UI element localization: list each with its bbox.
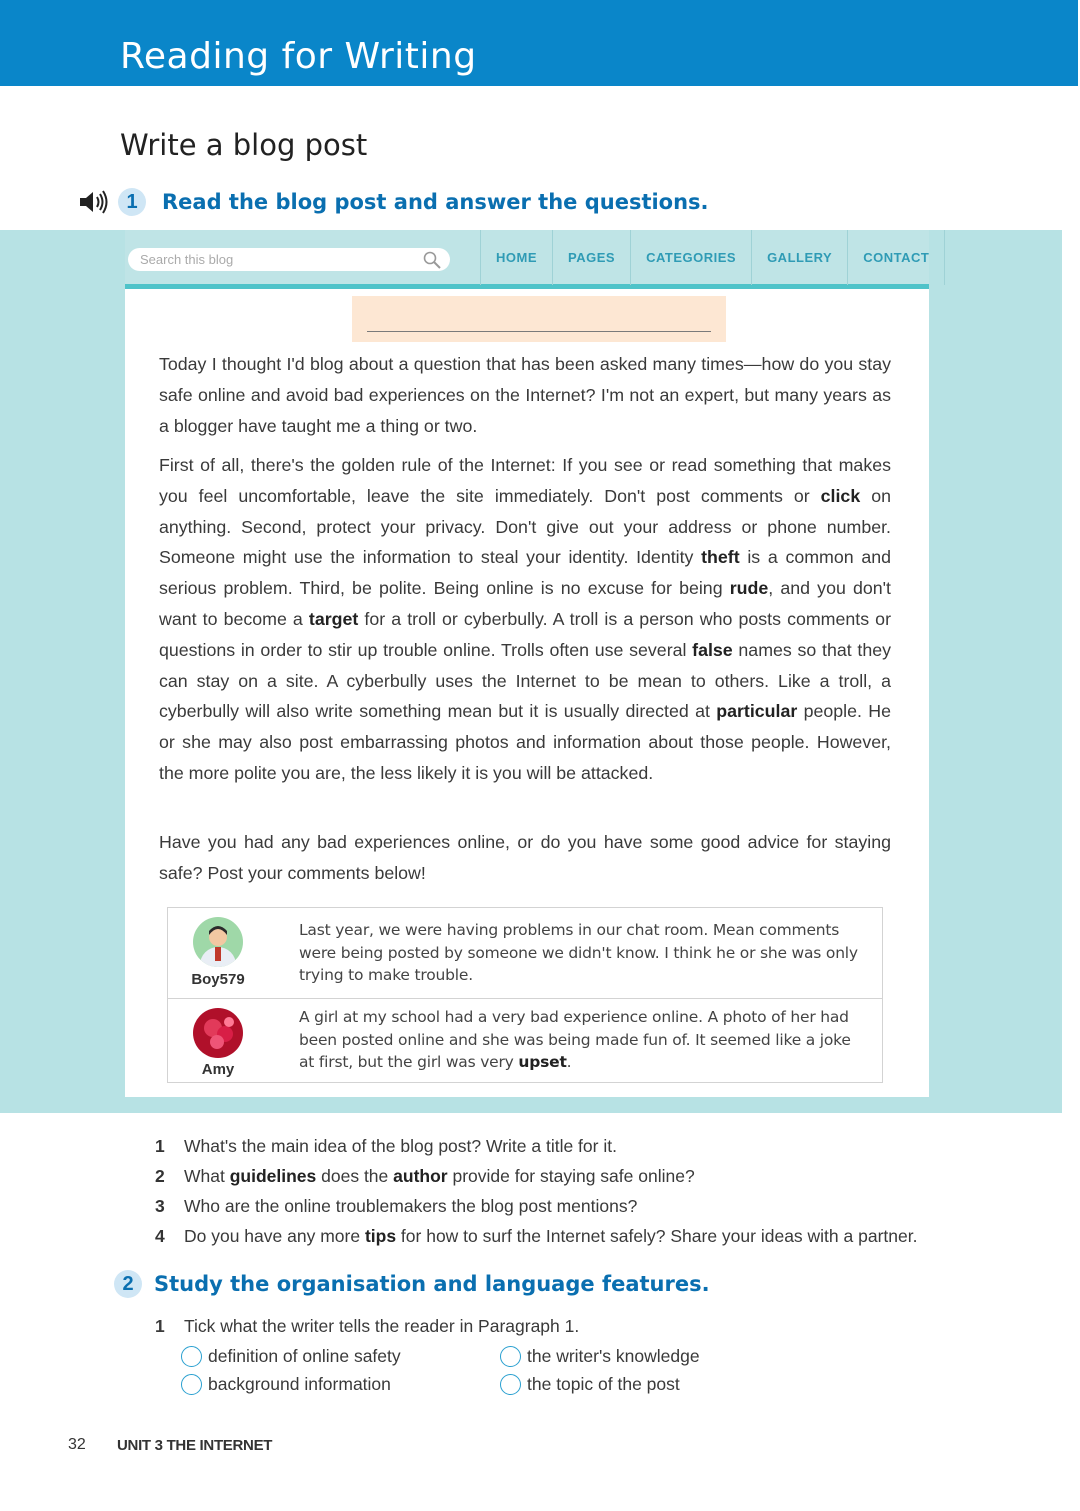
option-label: background information (208, 1374, 391, 1394)
search-input[interactable] (128, 248, 450, 271)
question-text: Who are the online troublemakers the blog post mentions? (184, 1196, 638, 1216)
blog-paragraph-1: Today I thought I'd blog about a question that has been asked many times—how do you stay safe online and avoid bad experiences on the Internet? I'm not an expert, but many years as a blogger have taught me a thing or two. (159, 354, 891, 436)
question-number: 2 (155, 1166, 165, 1186)
bold-keyword: upset (518, 1053, 567, 1071)
unit-label: UNIT 3 THE INTERNET (117, 1437, 273, 1454)
page-title: Reading for Writing (120, 36, 477, 77)
radio-circle[interactable] (500, 1346, 521, 1367)
question-text: What guidelines does the author provide for staying safe online? (184, 1166, 695, 1186)
question-text: Do you have any more tips for how to surf the Internet safely? Share your ideas with a partner. (184, 1226, 918, 1246)
radio-circle[interactable] (500, 1374, 521, 1395)
blog-paragraph-2: First of all, there's the golden rule of the Internet: If you see or read something that makes you feel uncomfortable, leave the site immediately. Don't post comments or click on anything. Second, protect your privacy. Don't give out your address or phone number. Someone might use the information to steal your identity. Identity theft is a common and serious problem. Third, be polite. Being online is no excuse for being rude, and you don't want to become a target for a troll or cyberbully. A troll is a person who posts comments or questions in order to stir up trouble online. Trolls often use several false names so that they can stay on a site. A cyberbully uses the Internet to be mean to others. Like a troll, a cyberbully will also write something mean but it is usually directed at particular people. He or she may also post embarrassing photos and information about those people. However, the more polite you are, the less likely it is you will be attacked. (159, 455, 892, 783)
comment-text: Last year, we were having problems in our chat room. Mean comments were being posted by someone we didn't know. I think he or she was only trying to make trouble. (299, 921, 858, 984)
bold-keyword: target (308, 608, 359, 629)
option-label: the topic of the post (527, 1374, 680, 1394)
comment-username: Boy579 (191, 971, 245, 988)
bold-keyword: click (820, 485, 861, 506)
task-2-row (114, 1270, 710, 1298)
nav-home[interactable]: HOME (480, 230, 552, 285)
nav-contact[interactable]: CONTACT (847, 230, 945, 285)
search-icon[interactable] (422, 250, 442, 270)
avatar (193, 1008, 243, 1058)
radio-circle[interactable] (181, 1346, 202, 1367)
bold-keyword: tips (364, 1226, 397, 1246)
avatar (193, 917, 243, 967)
comment-text: A girl at my school had a very bad experience online. A photo of her had been posted online and she was being made fun of. It seemed like a joke at first, but the girl was very upset. (299, 1008, 851, 1071)
question-number: 1 (155, 1316, 165, 1336)
question-text: Tick what the writer tells the reader in Paragraph 1. (184, 1316, 580, 1336)
nav-menu (480, 230, 945, 285)
bold-keyword: author (393, 1166, 448, 1186)
bold-keyword: theft (701, 547, 740, 568)
search-placeholder: Search this blog (140, 252, 234, 267)
bold-keyword: false (692, 639, 733, 660)
comment-item (168, 908, 882, 999)
option-topic[interactable] (500, 1374, 680, 1395)
bold-keyword: rude (729, 578, 769, 599)
comment-username: Amy (201, 1061, 235, 1078)
task-instruction: Study the organisation and language features. (154, 1272, 710, 1296)
section-title: Write a blog post (120, 128, 368, 162)
blog-paragraph-3: Have you had any bad experiences online, or do you have some good advice for staying safe? Post your comments below! (159, 832, 891, 883)
comment-item (168, 999, 882, 1082)
question-text: What's the main idea of the blog post? Write a title for it. (184, 1136, 617, 1156)
nav-pages[interactable]: PAGES (552, 230, 630, 285)
radio-circle[interactable] (181, 1374, 202, 1395)
option-background[interactable] (181, 1374, 391, 1395)
option-writers-knowledge[interactable] (500, 1346, 700, 1367)
amy-avatar-image (193, 1008, 243, 1058)
speaker-icon[interactable] (78, 186, 110, 218)
option-definition[interactable] (181, 1346, 401, 1367)
page-number: 32 (68, 1436, 86, 1453)
bold-keyword: particular (716, 701, 798, 722)
task-instruction: Read the blog post and answer the questions. (162, 190, 709, 214)
question-number: 3 (155, 1196, 165, 1216)
nav-gallery[interactable]: GALLERY (751, 230, 847, 285)
title-answer-line (367, 331, 711, 332)
task-number-badge: 2 (114, 1270, 142, 1298)
nav-categories[interactable]: CATEGORIES (630, 230, 751, 285)
task-1-row (78, 186, 709, 218)
option-label: the writer's knowledge (527, 1346, 700, 1366)
option-label: definition of online safety (208, 1346, 401, 1366)
question-number: 4 (155, 1226, 165, 1246)
blank-title-box[interactable] (352, 296, 726, 342)
bold-keyword: guidelines (229, 1166, 317, 1186)
task-number-badge: 1 (118, 188, 146, 216)
question-number: 1 (155, 1136, 165, 1156)
comments-section (167, 907, 883, 1083)
boy-avatar-image (193, 917, 243, 967)
